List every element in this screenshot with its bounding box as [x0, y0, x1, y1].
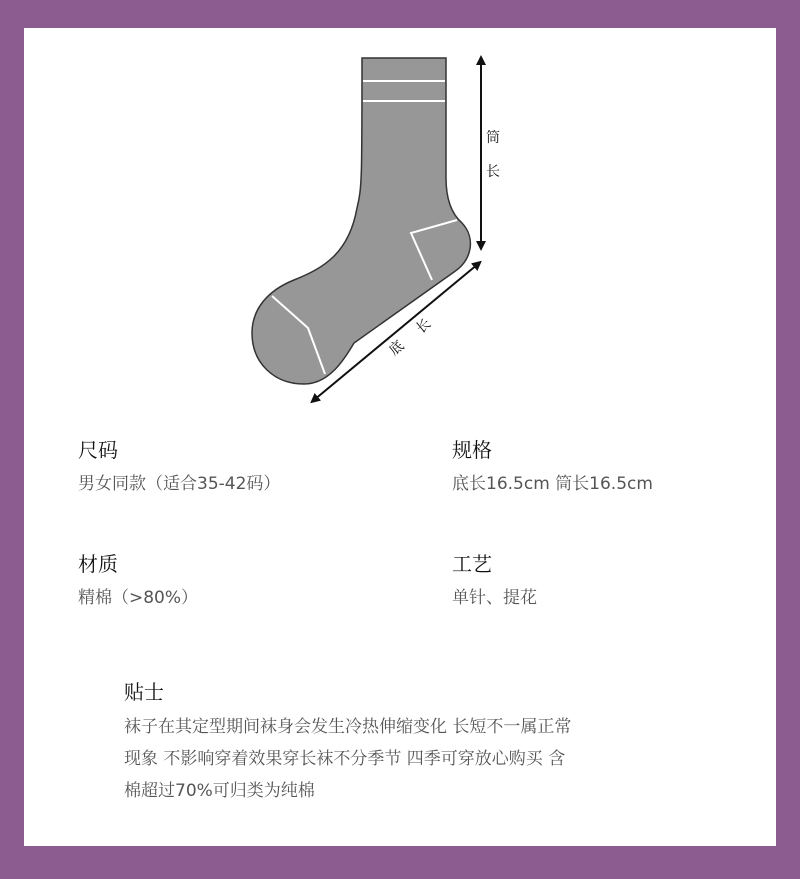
shaft-length-label-1: 筒	[486, 130, 500, 146]
spec-craft-value: 单针、提花	[452, 588, 537, 608]
tips-title: 贴士	[124, 680, 164, 704]
spec-material	[78, 548, 198, 608]
tips-section	[124, 676, 684, 807]
tips-line: 袜子在其定型期间袜身会发生冷热伸缩变化 长短不一属正常	[124, 717, 572, 737]
shaft-length-label-2: 长	[486, 164, 500, 180]
sock-size-diagram	[24, 28, 776, 428]
sole-length-label-1: 底	[386, 337, 408, 360]
spec-size-title: 尺码	[78, 438, 118, 462]
spec-size	[78, 434, 280, 494]
spec-material-title: 材质	[78, 552, 118, 576]
sock-illustration	[252, 58, 470, 384]
spec-material-value: 精棉（>80%）	[78, 588, 199, 608]
spec-dimensions-title: 规格	[452, 438, 492, 462]
spec-size-value: 男女同款（适合35-42码）	[78, 474, 281, 494]
content-panel	[24, 28, 776, 846]
tips-line: 现象 不影响穿着效果穿长袜不分季节 四季可穿放心购买 含	[124, 749, 566, 769]
spec-dimensions-value: 底长16.5cm 筒长16.5cm	[452, 474, 653, 494]
tips-line: 棉超过70%可归类为纯棉	[124, 781, 315, 801]
spec-craft-title: 工艺	[452, 552, 492, 576]
spec-dimensions	[452, 434, 653, 494]
spec-craft	[452, 548, 537, 608]
sole-length-label-2: 长	[413, 315, 435, 338]
tips-text	[124, 711, 684, 807]
